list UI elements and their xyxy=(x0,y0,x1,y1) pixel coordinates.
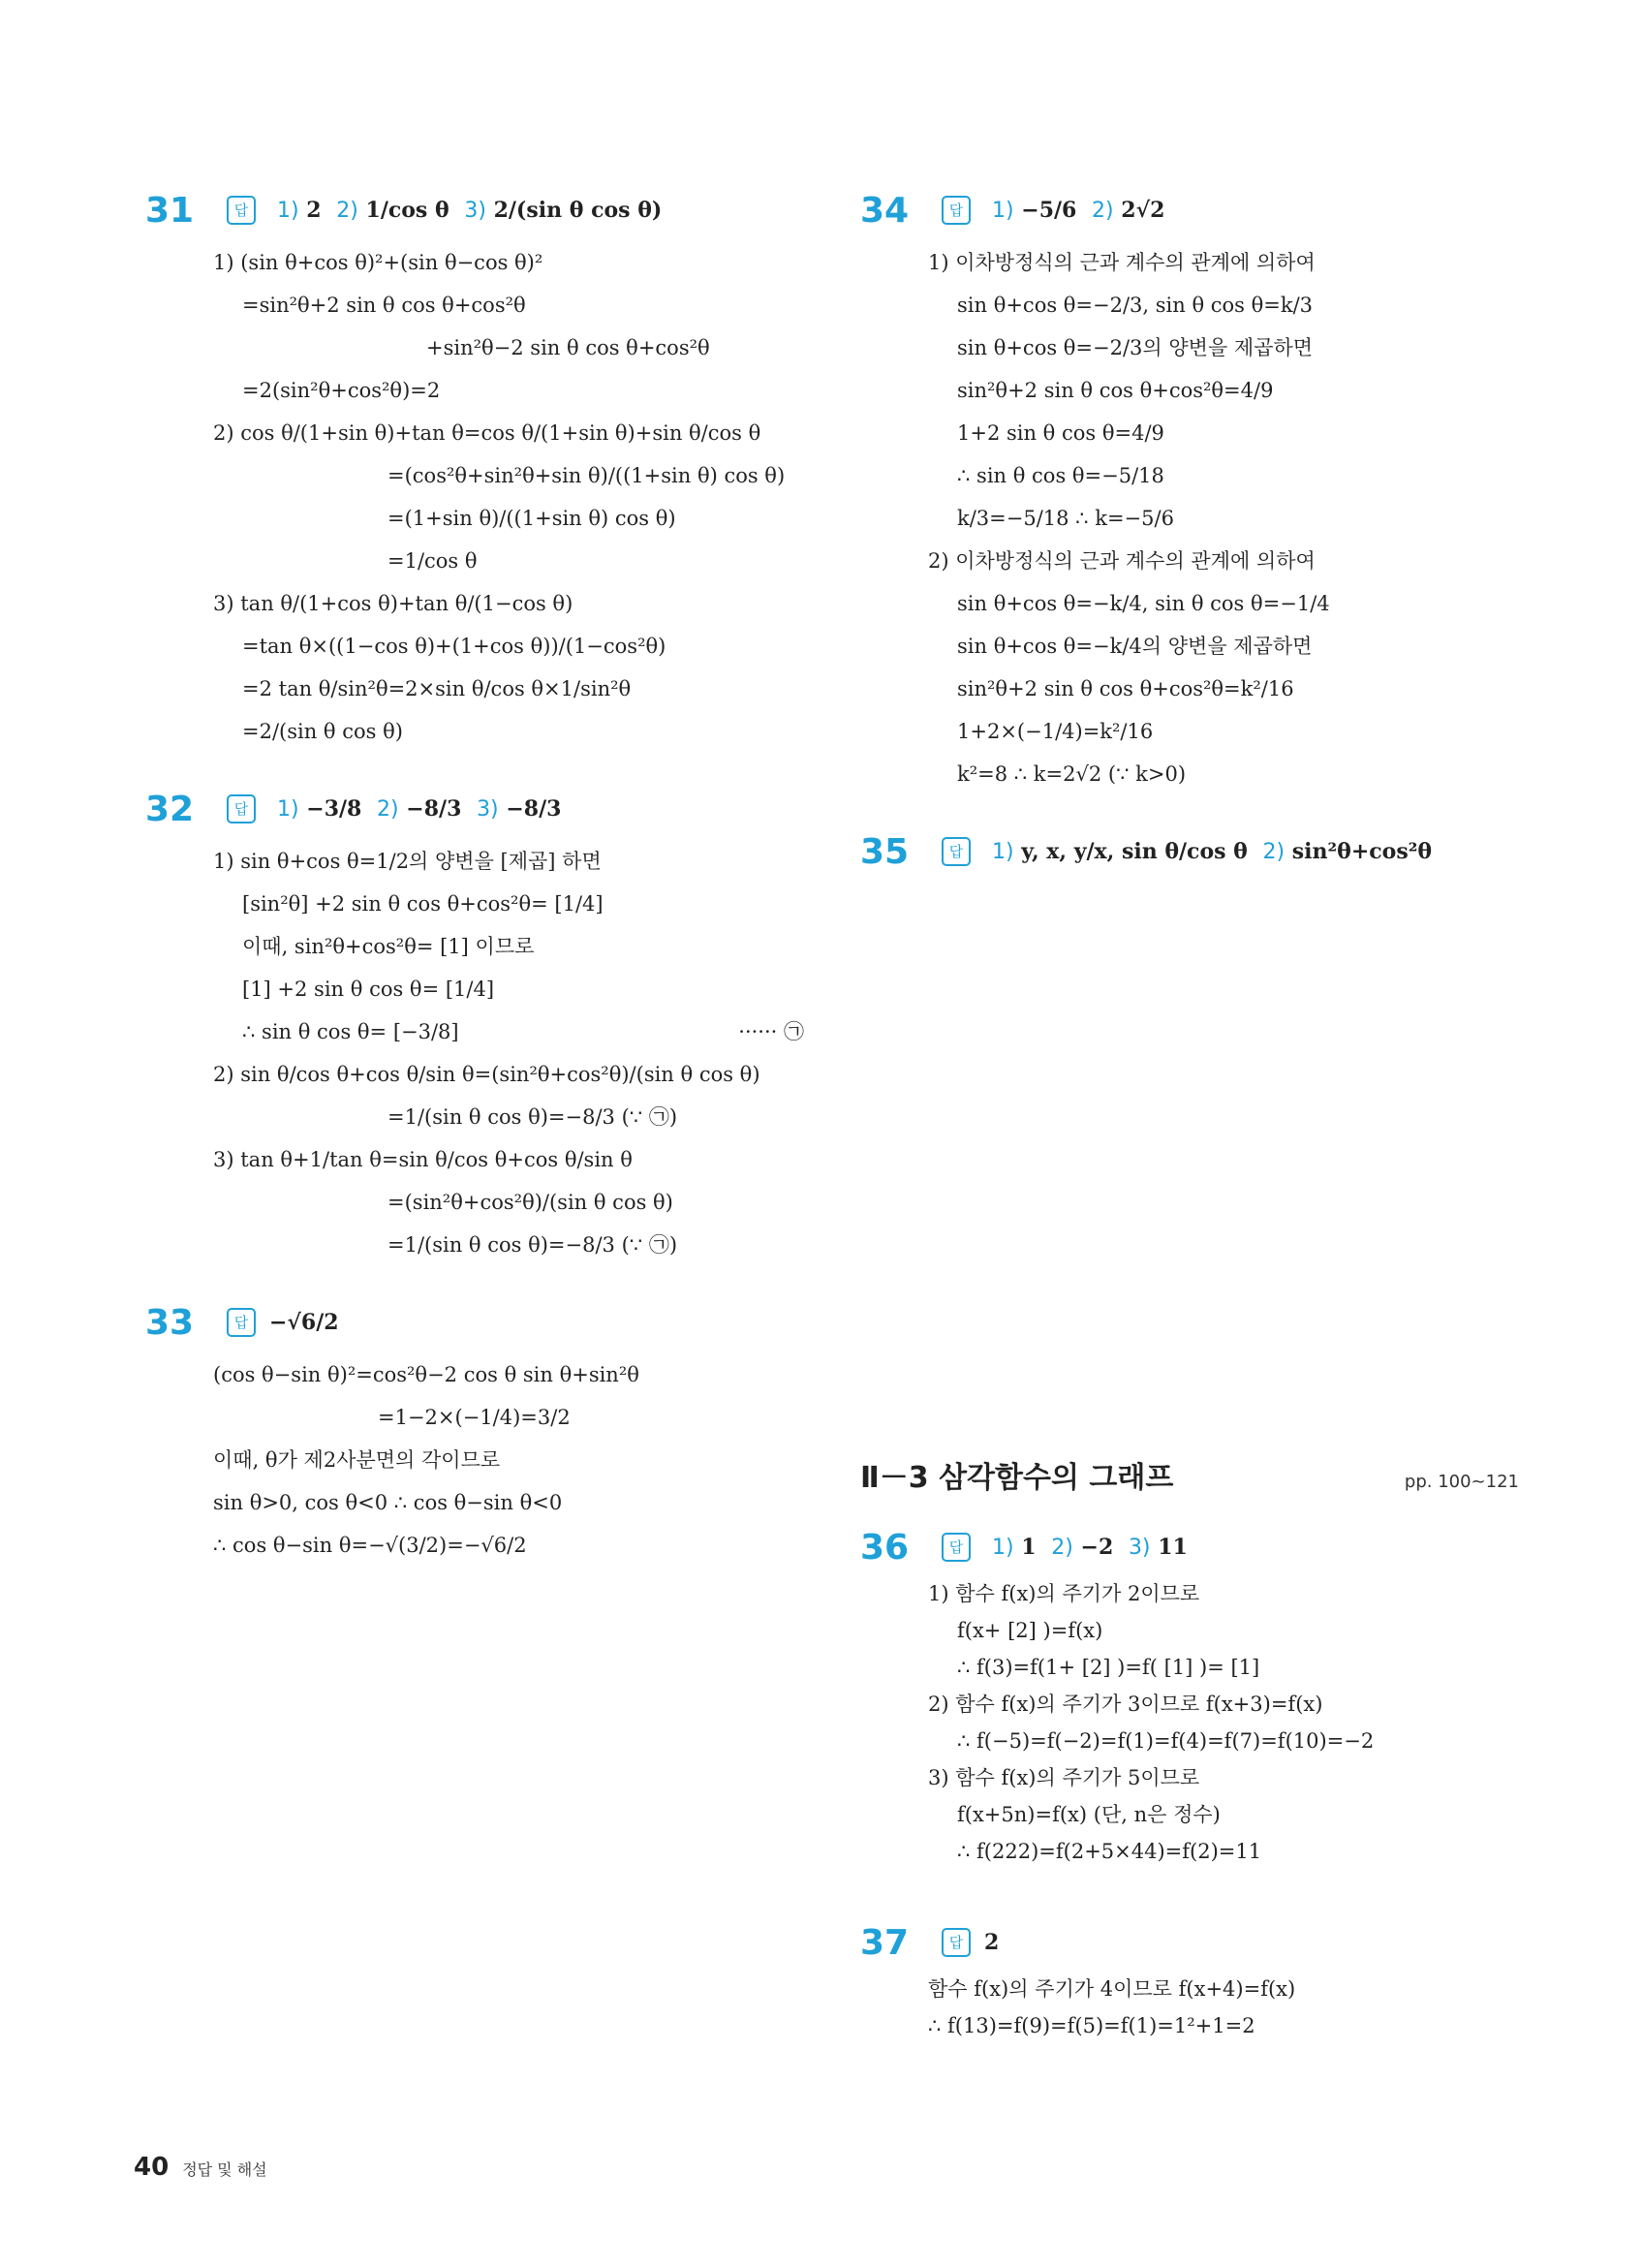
solution-line: 2) 함수 f(x)의 주기가 3이므로 f(x+3)=f(x) xyxy=(928,1693,1323,1716)
solution-line: 2) 이차방정식의 근과 계수의 관계에 의하여 xyxy=(928,549,1316,573)
solution-line: 이때, θ가 제2사분면의 각이므로 xyxy=(213,1448,501,1472)
answer-line: 1) y, x, y/x, sin θ/cos θ 2) sin²θ+cos²θ xyxy=(992,839,1433,864)
solution-line: 이때, sin²θ+cos²θ= [1] 이므로 xyxy=(242,935,535,958)
section-pages: pp. 100~121 xyxy=(1404,1472,1519,1492)
solution xyxy=(213,246,823,748)
solution-line: ∴ f(3)=f(1+ [2] )=f( [1] )= [1] xyxy=(957,1656,1260,1679)
problem-34 xyxy=(860,184,1519,791)
problem-33 xyxy=(145,1296,823,1562)
solution-line: ∴ sin θ cos θ=−5/18 xyxy=(957,464,1164,487)
solution-line: f(x+5n)=f(x) (단, n은 정수) xyxy=(957,1803,1221,1826)
left-column xyxy=(145,184,823,1597)
solution-line: sin θ+cos θ=−2/3의 양변을 제곱하면 xyxy=(957,336,1314,359)
answer-line: 1) 1 2) −2 3) 11 xyxy=(992,1535,1188,1560)
problem-36 xyxy=(860,1521,1519,1868)
answer-line: 2 xyxy=(984,1930,1000,1955)
solution-line: ∴ f(222)=f(2+5×44)=f(2)=11 xyxy=(957,1840,1262,1863)
solution-line: sin θ+cos θ=−2/3, sin θ cos θ=k/3 xyxy=(957,294,1314,317)
answer-line: 1) 2 2) 1/cos θ 3) 2/(sin θ cos θ) xyxy=(277,198,663,223)
solution-line: =1−2×(−1/4)=3/2 xyxy=(378,1406,571,1429)
solution-line: =2(sin²θ+cos²θ)=2 xyxy=(242,379,441,402)
solution xyxy=(928,246,1519,791)
problem-number: 32 xyxy=(145,789,195,829)
answer-badge: 답 xyxy=(227,1308,256,1337)
solution-line: sin θ+cos θ=−k/4, sin θ cos θ=−1/4 xyxy=(957,592,1330,615)
problem-35 xyxy=(860,825,1519,878)
footer-label: 정답 및 해설 xyxy=(182,2160,267,2179)
answer-line: 1) −3/8 2) −8/3 3) −8/3 xyxy=(277,796,562,822)
solution-line: 1) 이차방정식의 근과 계수의 관계에 의하여 xyxy=(928,251,1316,274)
problem-number: 33 xyxy=(145,1302,195,1343)
solution-line: =2 tan θ/sin²θ=2×sin θ/cos θ×1/sin²θ xyxy=(242,677,632,700)
solution-line: 2) cos θ/(1+sin θ)+tan θ=cos θ/(1+sin θ)+sin θ/cos θ xyxy=(213,421,761,445)
solution-line: 1) 함수 f(x)의 주기가 2이므로 xyxy=(928,1582,1200,1605)
solution-line: 3) tan θ/(1+cos θ)+tan θ/(1−cos θ) xyxy=(213,592,573,615)
solution-line: =(1+sin θ)/((1+sin θ) cos θ) xyxy=(387,507,676,530)
solution-line: 2) sin θ/cos θ+cos θ/sin θ=(sin²θ+cos²θ)/(sin θ cos θ) xyxy=(213,1063,760,1086)
solution-line: +sin²θ−2 sin θ cos θ+cos²θ xyxy=(426,336,710,359)
solution-line: =1/(sin θ cos θ)=−8/3 (∵ ㉠) xyxy=(387,1233,678,1257)
solution-line: k/3=−5/18 ∴ k=−5/6 xyxy=(957,507,1174,530)
answer-line: −√6/2 xyxy=(269,1310,339,1335)
solution-line: 1+2 sin θ cos θ=4/9 xyxy=(957,421,1164,445)
problem-number: 35 xyxy=(860,831,910,872)
solution-line: 3) tan θ+1/tan θ=sin θ/cos θ+cos θ/sin θ xyxy=(213,1148,633,1171)
solution xyxy=(213,845,823,1261)
answer-badge: 답 xyxy=(942,1533,971,1562)
answer-badge: 답 xyxy=(227,196,256,225)
solution-line: 1) sin θ+cos θ=1/2의 양변을 [제곱] 하면 xyxy=(213,850,602,873)
problem-number: 34 xyxy=(860,190,910,231)
solution-line: ∴ f(13)=f(9)=f(5)=f(1)=1²+1=2 xyxy=(928,2014,1255,2037)
problem-number: 37 xyxy=(860,1922,910,1963)
solution-line: ∴ sin θ cos θ= [−3/8] ······ ㉠ xyxy=(242,1015,823,1048)
solution-line: 3) 함수 f(x)의 주기가 5이므로 xyxy=(928,1766,1200,1789)
problem-number: 31 xyxy=(145,190,195,231)
solution xyxy=(928,1973,1519,2042)
solution-line: =1/cos θ xyxy=(387,549,478,573)
solution-line: sin θ+cos θ=−k/4의 양변을 제곱하면 xyxy=(957,635,1313,658)
page-number: 40 xyxy=(134,2153,170,2182)
solution-line: =tan θ×((1−cos θ)+(1+cos θ))/(1−cos²θ) xyxy=(242,635,666,658)
page-footer xyxy=(134,2153,267,2182)
solution-line: f(x+ [2] )=f(x) xyxy=(957,1619,1103,1642)
solution-line: [1] +2 sin θ cos θ= [1/4] xyxy=(242,978,495,1001)
section-heading xyxy=(860,1453,1519,1496)
section-title: Ⅱ－3 삼각함수의 그래프 xyxy=(860,1461,1174,1495)
equation-marker: ······ ㉠ xyxy=(738,1020,804,1043)
right-column-lower xyxy=(860,1521,1519,2077)
solution-line: =(sin²θ+cos²θ)/(sin θ cos θ) xyxy=(387,1191,673,1214)
solution-line: =1/(sin θ cos θ)=−8/3 (∵ ㉠) xyxy=(387,1105,678,1129)
solution-line: =2/(sin θ cos θ) xyxy=(242,720,403,743)
solution-line: ∴ cos θ−sin θ=−√(3/2)=−√6/2 xyxy=(213,1534,527,1557)
answer-badge: 답 xyxy=(227,794,256,823)
solution-line: sin²θ+2 sin θ cos θ+cos²θ=4/9 xyxy=(957,379,1274,402)
answer-badge: 답 xyxy=(942,837,971,866)
problem-37 xyxy=(860,1916,1519,2042)
problem-32 xyxy=(145,783,823,1261)
solution-line: sin²θ+2 sin θ cos θ+cos²θ=k²/16 xyxy=(957,677,1294,700)
answer-line: 1) −5/6 2) 2√2 xyxy=(992,198,1165,223)
solution-line: 1+2×(−1/4)=k²/16 xyxy=(957,720,1154,743)
right-column xyxy=(860,184,1519,913)
solution-line: sin θ>0, cos θ<0 ∴ cos θ−sin θ<0 xyxy=(213,1491,563,1514)
solution-line: 1) (sin θ+cos θ)²+(sin θ−cos θ)² xyxy=(213,251,543,274)
solution-line: =sin²θ+2 sin θ cos θ+cos²θ xyxy=(242,294,526,317)
solution-line: [sin²θ] +2 sin θ cos θ+cos²θ= [1/4] xyxy=(242,892,604,916)
problem-number: 36 xyxy=(860,1527,910,1568)
answer-badge: 답 xyxy=(942,196,971,225)
solution-line: k²=8 ∴ k=2√2 (∵ k>0) xyxy=(957,762,1187,786)
solution-line: (cos θ−sin θ)²=cos²θ−2 cos θ sin θ+sin²θ xyxy=(213,1363,639,1386)
solution xyxy=(928,1577,1519,1868)
solution xyxy=(213,1358,823,1562)
answer-badge: 답 xyxy=(942,1928,971,1957)
solution-line: =(cos²θ+sin²θ+sin θ)/((1+sin θ) cos θ) xyxy=(387,464,786,487)
solution-line: 함수 f(x)의 주기가 4이므로 f(x+4)=f(x) xyxy=(928,1977,1296,2001)
problem-31 xyxy=(145,184,823,748)
solution-line: ∴ f(−5)=f(−2)=f(1)=f(4)=f(7)=f(10)=−2 xyxy=(957,1729,1375,1753)
